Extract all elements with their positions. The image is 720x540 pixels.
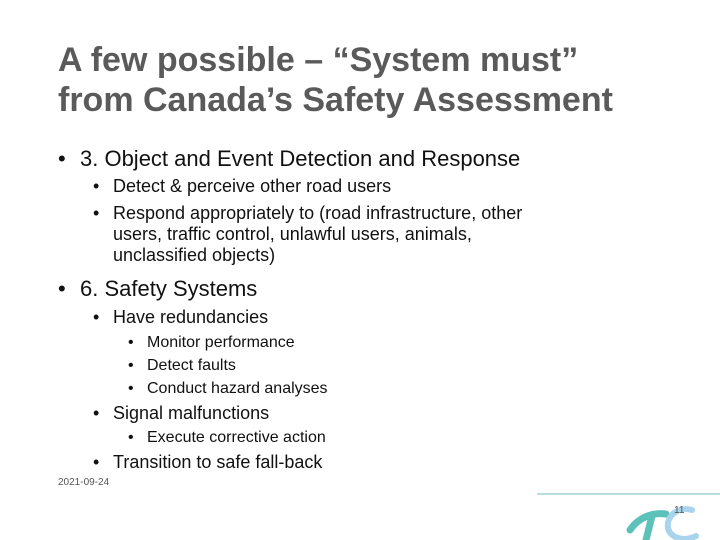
bullet-text: 6. Safety Systems	[80, 276, 258, 301]
bullet-dot: •	[128, 429, 134, 446]
bullet-text	[113, 203, 522, 266]
bullet-text: Detect faults	[147, 357, 236, 374]
bullet-dot: •	[58, 146, 66, 171]
bullet-text: Conduct hazard analyses	[147, 380, 328, 397]
slide-title-line-2: from Canada’s Safety Assessment	[58, 81, 613, 119]
bullet-text: Detect & perceive other road users	[113, 176, 392, 196]
bullet-dot: •	[128, 380, 134, 397]
bullet-dot: •	[93, 403, 100, 423]
bullet-text-line-1: Respond appropriately to (road infrastructure, other	[113, 203, 523, 223]
bullet-dot: •	[93, 203, 100, 223]
bullet-text: Monitor performance	[147, 334, 295, 351]
bullet-text-line-3: unclassified objects)	[113, 245, 276, 265]
organization-logo-icon	[622, 496, 720, 540]
bullet-text: Execute corrective action	[147, 429, 326, 446]
bullet-dot: •	[93, 176, 100, 196]
bullet-text: Signal malfunctions	[113, 403, 270, 423]
bullet-text: Transition to safe fall-back	[113, 452, 323, 472]
bullet-dot: •	[93, 307, 100, 327]
bullet-text: 3. Object and Event Detection and Response	[80, 146, 521, 171]
bullet-dot: •	[128, 334, 134, 351]
bullet-dot: •	[128, 357, 134, 374]
slide-number: 11	[674, 505, 685, 516]
bullet-dot: •	[58, 276, 66, 301]
bullet-text-line-2: users, traffic control, unlawful users, animals,	[113, 224, 472, 244]
footer-date: 2021-09-24	[58, 477, 110, 488]
bullet-text: Have redundancies	[113, 307, 269, 327]
footer-divider	[537, 493, 720, 495]
bullet-dot: •	[93, 452, 100, 472]
slide-title-line-1: A few possible – “System must”	[58, 41, 579, 79]
